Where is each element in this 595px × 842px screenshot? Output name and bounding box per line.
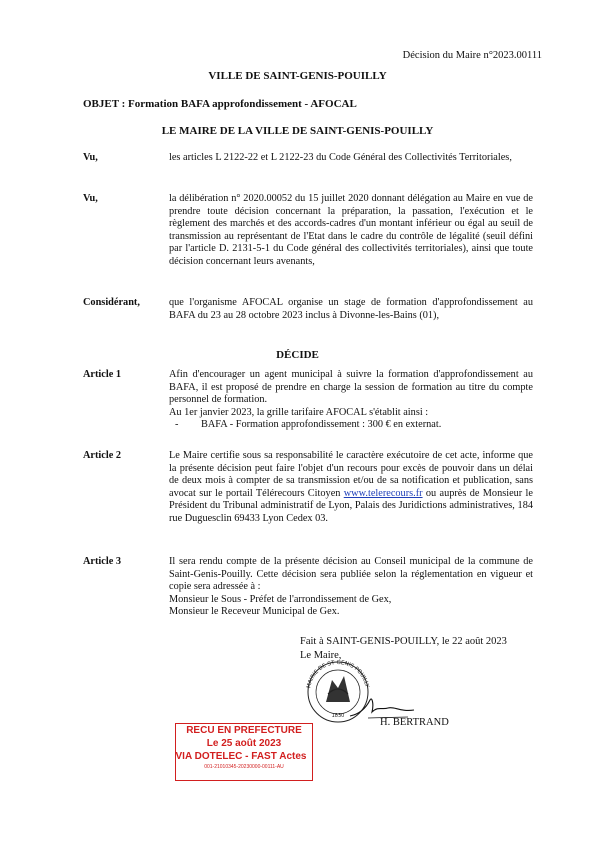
article-1 bbox=[83, 369, 533, 439]
article-label: Article 1 bbox=[83, 369, 122, 380]
stamp-line: RECU EN PREFECTURE bbox=[186, 725, 302, 736]
seal-year: 1830 bbox=[331, 713, 345, 719]
decision-reference: Décision du Maire n°2023.00111 bbox=[402, 50, 542, 61]
bullet-text: BAFA - Formation approfondissement : 300 € en externat. bbox=[201, 419, 442, 431]
article-3 bbox=[83, 556, 533, 626]
recipient-line: Monsieur le Sous - Préfet de l'arrondissement de Gex, bbox=[169, 593, 392, 605]
consideration-label: Vu, bbox=[83, 152, 98, 163]
stamp-id: 001-21010345-20230000-00111-AU bbox=[204, 764, 284, 770]
object-line: OBJET : Formation BAFA approfondissement - AFOCAL bbox=[83, 98, 357, 110]
article-label: Article 2 bbox=[83, 450, 122, 461]
stamp-line: Le 25 août 2023 bbox=[206, 738, 282, 749]
consideration-3 bbox=[83, 297, 533, 337]
seal-text: MAIRIE DE ST GENIS POUILLY bbox=[306, 659, 370, 689]
consideration-text: les articles L 2122-22 et L 2122-23 du Code Général des Collectivités Territoriales, bbox=[169, 152, 512, 163]
consideration-text: la délibération n° 2020.00052 du 15 juillet 2020 donnant délégation au Maire en vue de prendre toute décision concernant la préparation, la passation, l'exécution et le règlement des marchés et des accords-cadres d'un montant inférieur ou égal au seuil de transmission au représentant de l'Etat dans le cadre du contrôle de légalité (seuil défini par l'article D. 2131-5-1 du Code général des collectivités territoriales), ainsi que toute décision concernant leurs avenants, bbox=[169, 193, 533, 267]
consideration-label: Considérant, bbox=[83, 297, 140, 308]
article-body bbox=[169, 369, 533, 432]
town-title: VILLE DE SAINT-GENIS-POUILLY bbox=[208, 70, 387, 82]
place-date: Fait à SAINT-GENIS-POUILLY, le 22 août 2023 bbox=[300, 636, 507, 647]
consideration-label: Vu, bbox=[83, 193, 98, 204]
consideration-2 bbox=[83, 193, 533, 283]
consideration-1 bbox=[83, 152, 533, 178]
decide-title: DÉCIDE bbox=[276, 349, 319, 361]
article-paragraph: Au 1er janvier 2023, la grille tarifaire AFOCAL s'établit ainsi : bbox=[169, 406, 429, 418]
stamp-line: VIA DOTELEC - FAST Actes bbox=[175, 751, 307, 762]
article-paragraph: Le Maire certifie sous sa responsabilité le caractère exécutoire de cet acte, informe que la présente décision peut faire l'objet d'un recours pour excès de pouvoir dans un délai de deux mois à compter de sa transmission et/ou de sa notification et publication, sans avocat sur le portail Télérecours Citoyen bbox=[169, 450, 533, 499]
authority-title: LE MAIRE DE LA VILLE DE SAINT-GENIS-POUILLY bbox=[161, 125, 434, 137]
telerecours-link[interactable]: www.telerecours.fr bbox=[343, 487, 423, 499]
consideration-text: que l'organisme AFOCAL organise un stage de formation d'approfondissement au BAFA du 23 au 28 octobre 2023 inclus à Divonne-les-Bains (01), bbox=[169, 297, 533, 321]
article-label: Article 3 bbox=[83, 556, 122, 567]
article-body bbox=[169, 556, 533, 619]
article-paragraph: Il sera rendu compte de la présente décision au Conseil municipal de la commune de Saint-Genis-Pouilly. Cette décision sera publiée selon la réglementation en vigueur et copie sera adressée à : bbox=[169, 556, 533, 593]
mayor-role: Le Maire, bbox=[300, 650, 342, 661]
recipient-line: Monsieur le Receveur Municipal de Gex. bbox=[169, 606, 340, 618]
article-2 bbox=[83, 450, 533, 550]
article-paragraph: Afin d'encourager un agent municipal à suivre la formation d'approfondissement au BAFA, il est proposé de prendre en charge la session de formation au titre du compte personnel de formation. bbox=[169, 369, 533, 406]
prefecture-stamp bbox=[175, 723, 313, 781]
bullet-dash: - bbox=[175, 419, 179, 431]
mayor-name: H. BERTRAND bbox=[380, 717, 449, 728]
article-body bbox=[169, 450, 533, 526]
article-paragraph: ou auprès de Monsieur le Président du Tribunal administratif de Lyon, Palais des Juridictions administratives, 184 rue Duguesclin 69433 Lyon Cedex 03. bbox=[169, 487, 533, 524]
tariff-bullet bbox=[169, 419, 533, 432]
